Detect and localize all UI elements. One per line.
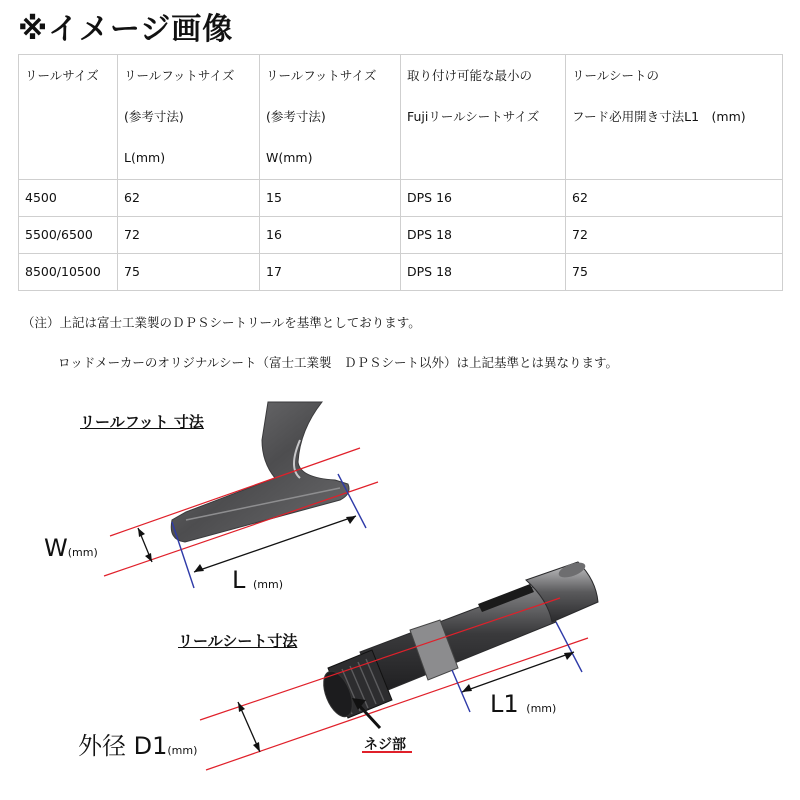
cell-foot-width: 15 (260, 180, 401, 217)
note-line-1: （注）上記は富士工業製のＤＰＳシートリールを基準としております。 (22, 315, 421, 330)
header-reel-size: リールサイズ (19, 55, 118, 180)
cell-hood-opening: 72 (566, 217, 783, 254)
header-foot-length: リールフットサイズ (参考寸法) L(mm) (118, 55, 260, 180)
thread-label: ネジ部 (364, 737, 406, 753)
l1-dimension-label: L1 (mm) (490, 690, 557, 718)
cell-hood-opening: 75 (566, 254, 783, 291)
cell-foot-length: 75 (118, 254, 260, 291)
header-min-seat-size: 取り付け可能な最小の Fujiリールシートサイズ (401, 55, 566, 180)
cell-seat-size: DPS 16 (401, 180, 566, 217)
header-hood-opening: リールシートの フード必用開き寸法L1 (mm) (566, 55, 783, 180)
cell-reel-size: 5500/6500 (19, 217, 118, 254)
guide-line (556, 622, 582, 672)
header-foot-width: リールフットサイズ (参考寸法) W(mm) (260, 55, 401, 180)
cell-hood-opening: 62 (566, 180, 783, 217)
reel-seat-title: リールシート寸法 (178, 632, 298, 650)
d1-dimension-label: 外径 D1(mm) (78, 732, 198, 760)
cell-seat-size: DPS 18 (401, 217, 566, 254)
cell-seat-size: DPS 18 (401, 254, 566, 291)
w-dimension-label: W(mm) (44, 534, 98, 562)
cell-foot-length: 72 (118, 217, 260, 254)
note-line-2: ロッドメーカーのオリジナルシート（富士工業製 ＤＰＳシート以外）は上記基準とは異なります。 (58, 355, 618, 370)
page-title: ※イメージ画像 (18, 12, 234, 47)
cell-foot-length: 62 (118, 180, 260, 217)
reel-foot-title: リールフット 寸法 (80, 413, 204, 431)
cell-reel-size: 4500 (19, 180, 118, 217)
l1-dimension-arrow (462, 652, 574, 692)
cell-foot-width: 16 (260, 217, 401, 254)
cell-foot-width: 17 (260, 254, 401, 291)
l-dimension-label: L (mm) (232, 566, 284, 594)
cell-reel-size: 8500/10500 (19, 254, 118, 291)
